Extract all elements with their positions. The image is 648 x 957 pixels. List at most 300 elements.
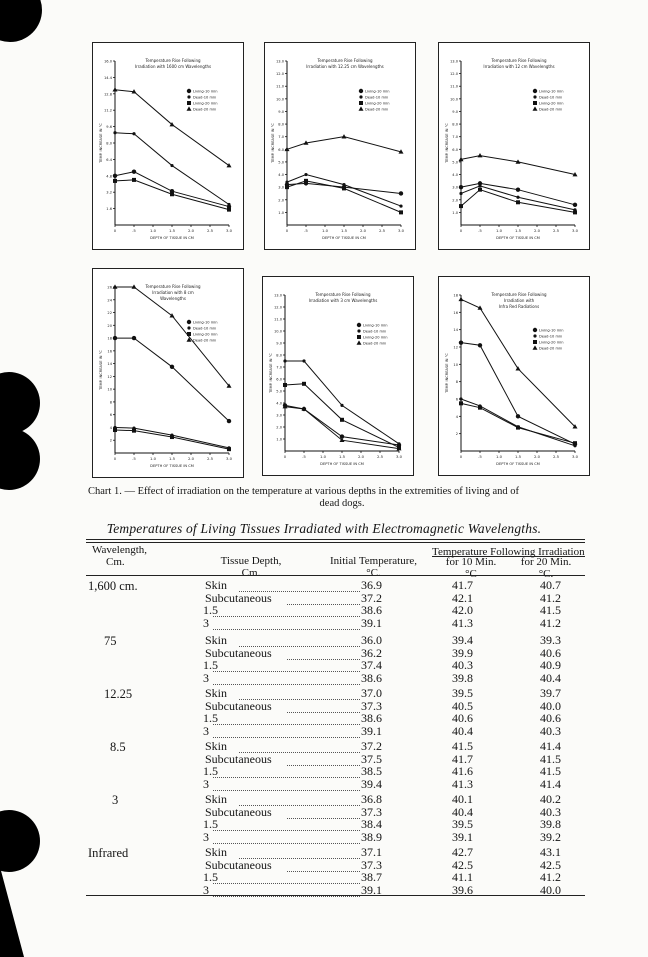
legend-marker	[533, 340, 537, 344]
legend-label: Dead-10 min	[193, 95, 217, 100]
x-tick-label: 2.0	[359, 228, 367, 233]
row-depth: 3	[203, 615, 209, 630]
y-tick-label: 18	[107, 336, 112, 341]
header-ten-line1: for 10 Min.	[445, 556, 497, 568]
data-point	[113, 428, 117, 432]
table-title: Temperatures of Living Tissues Irradiated with Electromagnetic Wavelengths.	[106, 521, 542, 536]
binder-hole-middle	[0, 428, 40, 490]
y-tick-label: 10.0	[449, 97, 458, 102]
y-tick-label: 3.0	[276, 413, 282, 418]
row-initial: 38.6	[361, 711, 382, 725]
chart-8cm	[92, 268, 244, 478]
legend-marker	[187, 89, 191, 93]
row-initial: 38.6	[361, 670, 382, 685]
x-tick-label: .5	[132, 228, 136, 233]
y-tick-label: 14.4	[103, 75, 112, 80]
row-10min: 40.3	[452, 658, 473, 672]
row-leader	[287, 701, 360, 713]
legend-marker	[187, 106, 192, 110]
y-tick-label: 8	[109, 400, 112, 405]
data-point	[573, 203, 577, 207]
legend-marker	[533, 345, 538, 349]
row-10min: 41.3	[452, 776, 473, 791]
chart-infrared	[438, 276, 590, 476]
legend-marker	[359, 101, 363, 105]
data-point	[227, 447, 231, 451]
data-point	[132, 429, 136, 433]
series-line	[285, 361, 399, 444]
legend-label: Living-20 min	[365, 101, 390, 106]
row-20min: 40.3	[540, 723, 561, 738]
data-point	[478, 184, 481, 187]
header-initial-line1: Initial Temperature,	[330, 555, 417, 567]
data-point	[113, 179, 117, 183]
chart-1225cm-svg	[265, 43, 415, 249]
data-point	[302, 382, 306, 386]
chart-title-line: Temperature Rise Following	[491, 292, 547, 297]
row-20min: 39.2	[540, 829, 561, 844]
y-tick-label: 3.0	[452, 185, 458, 190]
table-top-rule-2	[86, 542, 585, 543]
header-depth-line1: Tissue Depth,	[220, 555, 282, 567]
row-initial: 38.5	[361, 764, 382, 778]
header-wavelength	[92, 544, 147, 568]
legend-label: Dead-10 min	[363, 329, 387, 334]
legend-marker	[533, 328, 537, 332]
x-tick-label: 0	[459, 228, 463, 233]
wavelength-label: 75	[104, 634, 117, 648]
data-point	[340, 418, 344, 422]
x-tick-label: .5	[478, 454, 482, 459]
x-tick-label: 1.5	[514, 454, 522, 459]
header-ten	[440, 556, 502, 580]
legend-label: Living-20 min	[539, 340, 564, 345]
row-initial: 37.3	[361, 698, 382, 713]
series-line	[115, 287, 229, 386]
x-tick-label: 2.5	[552, 228, 560, 233]
x-tick-label: 1.0	[149, 456, 157, 461]
y-tick-label: 20	[107, 323, 112, 328]
row-initial: 37.1	[361, 845, 382, 859]
data-point	[170, 164, 173, 167]
data-point	[227, 208, 231, 212]
data-point	[516, 200, 520, 204]
row-initial: 39.1	[361, 882, 382, 897]
y-axis-label: TEMP. INCREASE IN °C	[99, 123, 103, 163]
row-depth: Subcutaneous	[205, 645, 272, 660]
y-tick-label: 8.0	[278, 122, 284, 127]
y-tick-label: 16	[453, 310, 458, 315]
row-leader	[213, 779, 360, 791]
x-tick-label: 0	[113, 228, 117, 233]
y-tick-label: 5.0	[278, 160, 284, 165]
row-10min: 41.5	[452, 739, 473, 753]
caption-line-1: Chart 1. — Effect of irradiation on the temperature at various depths in the extremities of living and of	[88, 486, 520, 497]
legend-marker	[359, 95, 362, 98]
x-tick-label: 3.0	[571, 228, 579, 233]
x-axis-label: DEPTH OF TISSUE IN CM	[496, 462, 540, 466]
y-tick-label: 12.0	[449, 72, 458, 77]
table-top-rule-1	[86, 539, 585, 540]
x-tick-label: 2.0	[187, 228, 195, 233]
row-initial: 39.1	[361, 615, 382, 630]
data-point	[132, 170, 136, 174]
y-tick-label: 22	[107, 311, 112, 316]
row-initial: 37.2	[361, 739, 382, 753]
row-initial: 37.5	[361, 751, 382, 766]
x-tick-label: 1.5	[338, 454, 346, 459]
data-point	[304, 173, 307, 176]
row-initial: 36.8	[361, 792, 382, 806]
y-tick-label: 8.0	[452, 122, 458, 127]
chart-title-line: Irradiation with 12 cm Wavelengths	[483, 64, 555, 69]
chart-title-line: Temperature Rise Following	[317, 58, 373, 63]
row-20min: 40.9	[540, 658, 561, 672]
row-initial: 37.0	[361, 686, 382, 700]
data-point	[459, 185, 463, 189]
header-bottom-rule	[86, 575, 585, 576]
y-tick-label: 6.0	[278, 147, 284, 152]
row-20min: 39.7	[540, 686, 561, 700]
x-tick-label: 1.5	[514, 228, 522, 233]
row-initial: 37.3	[361, 857, 382, 872]
y-tick-label: 2.0	[276, 425, 282, 430]
x-axis-label: DEPTH OF TISSUE IN CM	[150, 464, 194, 468]
data-point	[285, 181, 288, 184]
row-20min: 41.5	[540, 764, 561, 778]
data-point	[397, 442, 400, 445]
legend-marker	[533, 101, 537, 105]
x-tick-label: 1.0	[321, 228, 329, 233]
row-10min: 41.7	[452, 578, 473, 592]
wavelength-label: 8.5	[110, 740, 126, 754]
chart-title-line: Temperature Rise Following	[315, 292, 371, 297]
scan-edge-shadow	[0, 867, 24, 957]
x-tick-label: 3.0	[225, 456, 233, 461]
legend-marker	[533, 95, 536, 98]
data-point	[132, 132, 135, 135]
row-depth: 3	[203, 882, 209, 897]
legend-label: Living-20 min	[539, 101, 564, 106]
data-point	[170, 192, 174, 196]
y-tick-label: 14	[453, 328, 458, 333]
row-10min: 39.1	[452, 829, 473, 844]
row-initial: 36.9	[361, 578, 382, 592]
row-leader	[287, 593, 360, 605]
chart-title-line: Temperature Rise Following	[145, 58, 201, 63]
row-leader	[213, 726, 360, 738]
legend-label: Living-10 min	[539, 328, 564, 333]
row-initial: 38.6	[361, 603, 382, 617]
row-10min: 39.8	[452, 670, 473, 685]
data-point	[399, 204, 402, 207]
y-tick-label: 4.0	[276, 401, 282, 406]
legend-marker	[359, 89, 363, 93]
y-tick-label: 6.0	[276, 377, 282, 382]
row-20min: 41.2	[540, 615, 561, 630]
row-depth: Skin	[205, 686, 228, 700]
legend-label: Living-20 min	[193, 332, 218, 337]
legend-marker	[357, 335, 361, 339]
x-tick-label: 1.5	[340, 228, 348, 233]
row-10min: 41.7	[452, 751, 473, 766]
wavelength-label: 3	[112, 793, 119, 807]
row-20min: 40.0	[540, 698, 561, 713]
legend-label: Living-10 min	[193, 89, 218, 94]
row-10min: 42.5	[452, 857, 473, 872]
row-20min: 40.4	[540, 670, 561, 685]
data-point	[227, 163, 232, 167]
x-axis-label: DEPTH OF TISSUE IN CM	[320, 462, 364, 466]
y-tick-label: 12.8	[103, 92, 112, 97]
chart-title-line: Irradiation with	[503, 298, 535, 303]
y-tick-label: 11.2	[103, 108, 112, 113]
row-depth: Skin	[205, 739, 228, 753]
data-point	[478, 188, 482, 192]
y-axis-label: TEMP. INCREASE IN °C	[99, 350, 103, 390]
row-depth: Subcutaneous	[205, 804, 272, 819]
y-axis-label: TEMP. INCREASE IN °C	[445, 353, 449, 393]
row-depth: 1.5	[203, 658, 218, 672]
row-initial: 37.4	[361, 658, 382, 672]
chart-caption	[88, 486, 596, 510]
row-depth: 3	[203, 776, 209, 791]
x-tick-label: 2.5	[206, 456, 214, 461]
data-point	[227, 203, 230, 206]
legend-label: Living-10 min	[363, 323, 388, 328]
row-10min: 39.5	[452, 686, 473, 700]
y-tick-label: 11.0	[273, 317, 282, 322]
legend-label: Dead-20 min	[193, 338, 217, 343]
legend-label: Dead-10 min	[193, 326, 217, 331]
row-depth: Subcutaneous	[205, 590, 272, 605]
chart-title-line: Irradiation with 3 cm Wavelengths	[308, 298, 378, 303]
data-point	[399, 210, 403, 214]
row-20min: 40.6	[540, 711, 561, 725]
data-point	[170, 365, 174, 369]
row-20min: 41.4	[540, 776, 561, 791]
y-tick-label: 13.0	[275, 59, 284, 64]
row-depth: 1.5	[203, 870, 218, 884]
series-line	[115, 338, 229, 421]
x-tick-label: .5	[478, 228, 482, 233]
row-initial: 39.4	[361, 776, 382, 791]
row-20min: 40.7	[540, 578, 561, 592]
row-20min: 39.8	[540, 817, 561, 831]
legend-label: Living-10 min	[365, 89, 390, 94]
header-following: Temperature Following Irradiation	[432, 546, 585, 558]
data-point	[516, 414, 520, 418]
row-depth: 3	[203, 670, 209, 685]
chart-12cm	[438, 42, 590, 250]
data-point	[459, 192, 462, 195]
row-10min: 40.1	[452, 792, 473, 806]
legend-label: Dead-20 min	[363, 341, 387, 346]
row-leader	[287, 860, 360, 872]
chart-3cm-svg	[263, 277, 413, 475]
x-tick-label: 3.0	[571, 454, 579, 459]
data-point	[478, 406, 482, 410]
chart-3cm	[262, 276, 414, 476]
y-tick-label: 14	[107, 362, 112, 367]
data-point	[459, 297, 464, 301]
row-10min: 40.6	[452, 711, 473, 725]
data-point	[478, 343, 482, 347]
y-tick-label: 10	[107, 387, 112, 392]
data-point	[113, 131, 116, 134]
y-tick-label: 8.0	[276, 353, 282, 358]
row-depth: 3	[203, 829, 209, 844]
wavelength-label: 1,600 cm.	[88, 579, 138, 593]
data-point	[113, 87, 118, 91]
y-tick-label: 4.8	[106, 174, 112, 179]
x-tick-label: 1.5	[168, 228, 176, 233]
binder-hole-top	[0, 0, 42, 42]
header-initial-line2: °C.	[366, 567, 381, 579]
binder-hole-upper	[0, 372, 40, 434]
data-point	[478, 153, 483, 157]
row-20min: 43.1	[540, 845, 561, 859]
legend-label: Dead-10 min	[539, 95, 563, 100]
row-20min: 40.2	[540, 792, 561, 806]
row-10min: 42.1	[452, 590, 473, 605]
wavelength-label: Infrared	[88, 846, 129, 860]
y-tick-label: 12.0	[275, 72, 284, 77]
legend-marker	[187, 101, 191, 105]
row-leader	[213, 660, 360, 672]
header-wavelength-line1: Wavelength,	[92, 544, 148, 556]
wavelength-label: 12.25	[104, 687, 133, 701]
data-point	[113, 336, 117, 340]
y-tick-label: 11.0	[449, 84, 458, 89]
row-20min: 41.4	[540, 739, 561, 753]
legend-marker	[533, 106, 538, 110]
x-tick-label: 2.0	[357, 454, 365, 459]
row-10min: 42.0	[452, 603, 473, 617]
legend-label: Dead-10 min	[365, 95, 389, 100]
row-leader	[287, 807, 360, 819]
x-tick-label: 1.0	[319, 454, 327, 459]
x-tick-label: 1.0	[495, 228, 503, 233]
caption-line-2: dead dogs.	[319, 498, 365, 509]
series-line	[461, 156, 575, 175]
y-axis-label: TEMP. INCREASE IN °C	[445, 123, 449, 163]
x-tick-label: 0	[285, 228, 289, 233]
chart-infrared-svg	[439, 277, 589, 475]
chart-title-line: Infra Red Radiations	[498, 304, 540, 309]
legend-marker	[187, 95, 190, 98]
row-leader	[213, 819, 360, 831]
y-tick-label: 9.0	[452, 109, 458, 114]
y-axis-label: TEMP. INCREASE IN °C	[269, 353, 273, 393]
y-tick-label: 7.0	[276, 365, 282, 370]
row-10min: 39.4	[452, 633, 473, 647]
y-tick-label: 10.0	[275, 97, 284, 102]
legend-label: Dead-20 min	[365, 107, 389, 112]
row-10min: 41.6	[452, 764, 473, 778]
row-initial: 38.7	[361, 870, 382, 884]
x-tick-label: 2.0	[533, 228, 541, 233]
chart-1225cm	[264, 42, 416, 250]
x-tick-label: 2.5	[376, 454, 384, 459]
y-axis-label: TEMP. INCREASE IN °C	[271, 123, 275, 163]
legend-marker	[357, 323, 361, 327]
data-point	[113, 174, 117, 178]
row-depth: 1.5	[203, 764, 218, 778]
y-tick-label: 7.0	[278, 135, 284, 140]
row-leader	[213, 872, 360, 884]
y-tick-label: 7.0	[452, 135, 458, 140]
row-20min: 41.5	[540, 603, 561, 617]
y-tick-label: 26	[107, 285, 112, 290]
row-leader	[213, 832, 360, 844]
chart-title-line: Temperature Rise Following	[145, 284, 201, 289]
y-tick-label: 1.0	[276, 437, 282, 442]
row-depth: Subcutaneous	[205, 751, 272, 766]
y-tick-label: 2	[455, 432, 458, 437]
header-twenty-line1: for 20 Min.	[520, 556, 572, 568]
data-point	[459, 340, 463, 344]
chart-title-line: Irradiation with 1600 cm Wavelengths	[134, 64, 212, 69]
row-leader	[213, 713, 360, 725]
row-leader	[213, 605, 360, 617]
x-axis-label: DEPTH OF TISSUE IN CM	[322, 236, 366, 240]
data-point	[516, 187, 520, 191]
row-initial: 38.4	[361, 817, 382, 831]
header-twenty	[510, 556, 582, 580]
row-depth: Skin	[205, 578, 228, 592]
y-tick-label: 12	[453, 345, 458, 350]
y-tick-label: 24	[107, 298, 112, 303]
y-tick-label: 2.0	[278, 198, 284, 203]
chart-1600cm	[92, 42, 244, 250]
y-tick-label: 8	[455, 380, 458, 385]
header-ten-line2: °C	[465, 568, 477, 580]
row-10min: 41.3	[452, 615, 473, 630]
row-depth: 1.5	[203, 711, 218, 725]
data-point	[516, 196, 519, 199]
row-10min: 39.6	[452, 882, 473, 897]
y-tick-label: 5.0	[276, 389, 282, 394]
y-tick-label: 10.0	[273, 329, 282, 334]
row-initial: 36.2	[361, 645, 382, 660]
y-tick-label: 6.0	[452, 147, 458, 152]
x-tick-label: 2.5	[206, 228, 214, 233]
row-10min: 39.9	[452, 645, 473, 660]
y-tick-label: 16.0	[103, 59, 112, 64]
row-10min: 39.5	[452, 817, 473, 831]
legend-marker	[533, 334, 536, 337]
row-10min: 40.5	[452, 698, 473, 713]
x-tick-label: 3.0	[397, 228, 405, 233]
x-tick-label: 2.0	[533, 454, 541, 459]
y-tick-label: 9.6	[106, 125, 112, 130]
y-tick-label: 1.6	[106, 207, 112, 212]
y-tick-label: 10	[453, 362, 458, 367]
data-point	[459, 401, 463, 405]
row-10min: 42.7	[452, 845, 473, 859]
row-20min: 41.5	[540, 751, 561, 766]
y-tick-label: 4	[455, 414, 458, 419]
y-tick-label: 13.0	[273, 293, 282, 298]
chart-title-line: Temperature Rise Following	[491, 58, 547, 63]
x-tick-label: .5	[302, 454, 306, 459]
row-20min: 42.5	[540, 857, 561, 872]
legend-label: Dead-20 min	[539, 107, 563, 112]
row-20min: 40.6	[540, 645, 561, 660]
y-tick-label: 2.0	[452, 198, 458, 203]
row-depth: Skin	[205, 792, 228, 806]
